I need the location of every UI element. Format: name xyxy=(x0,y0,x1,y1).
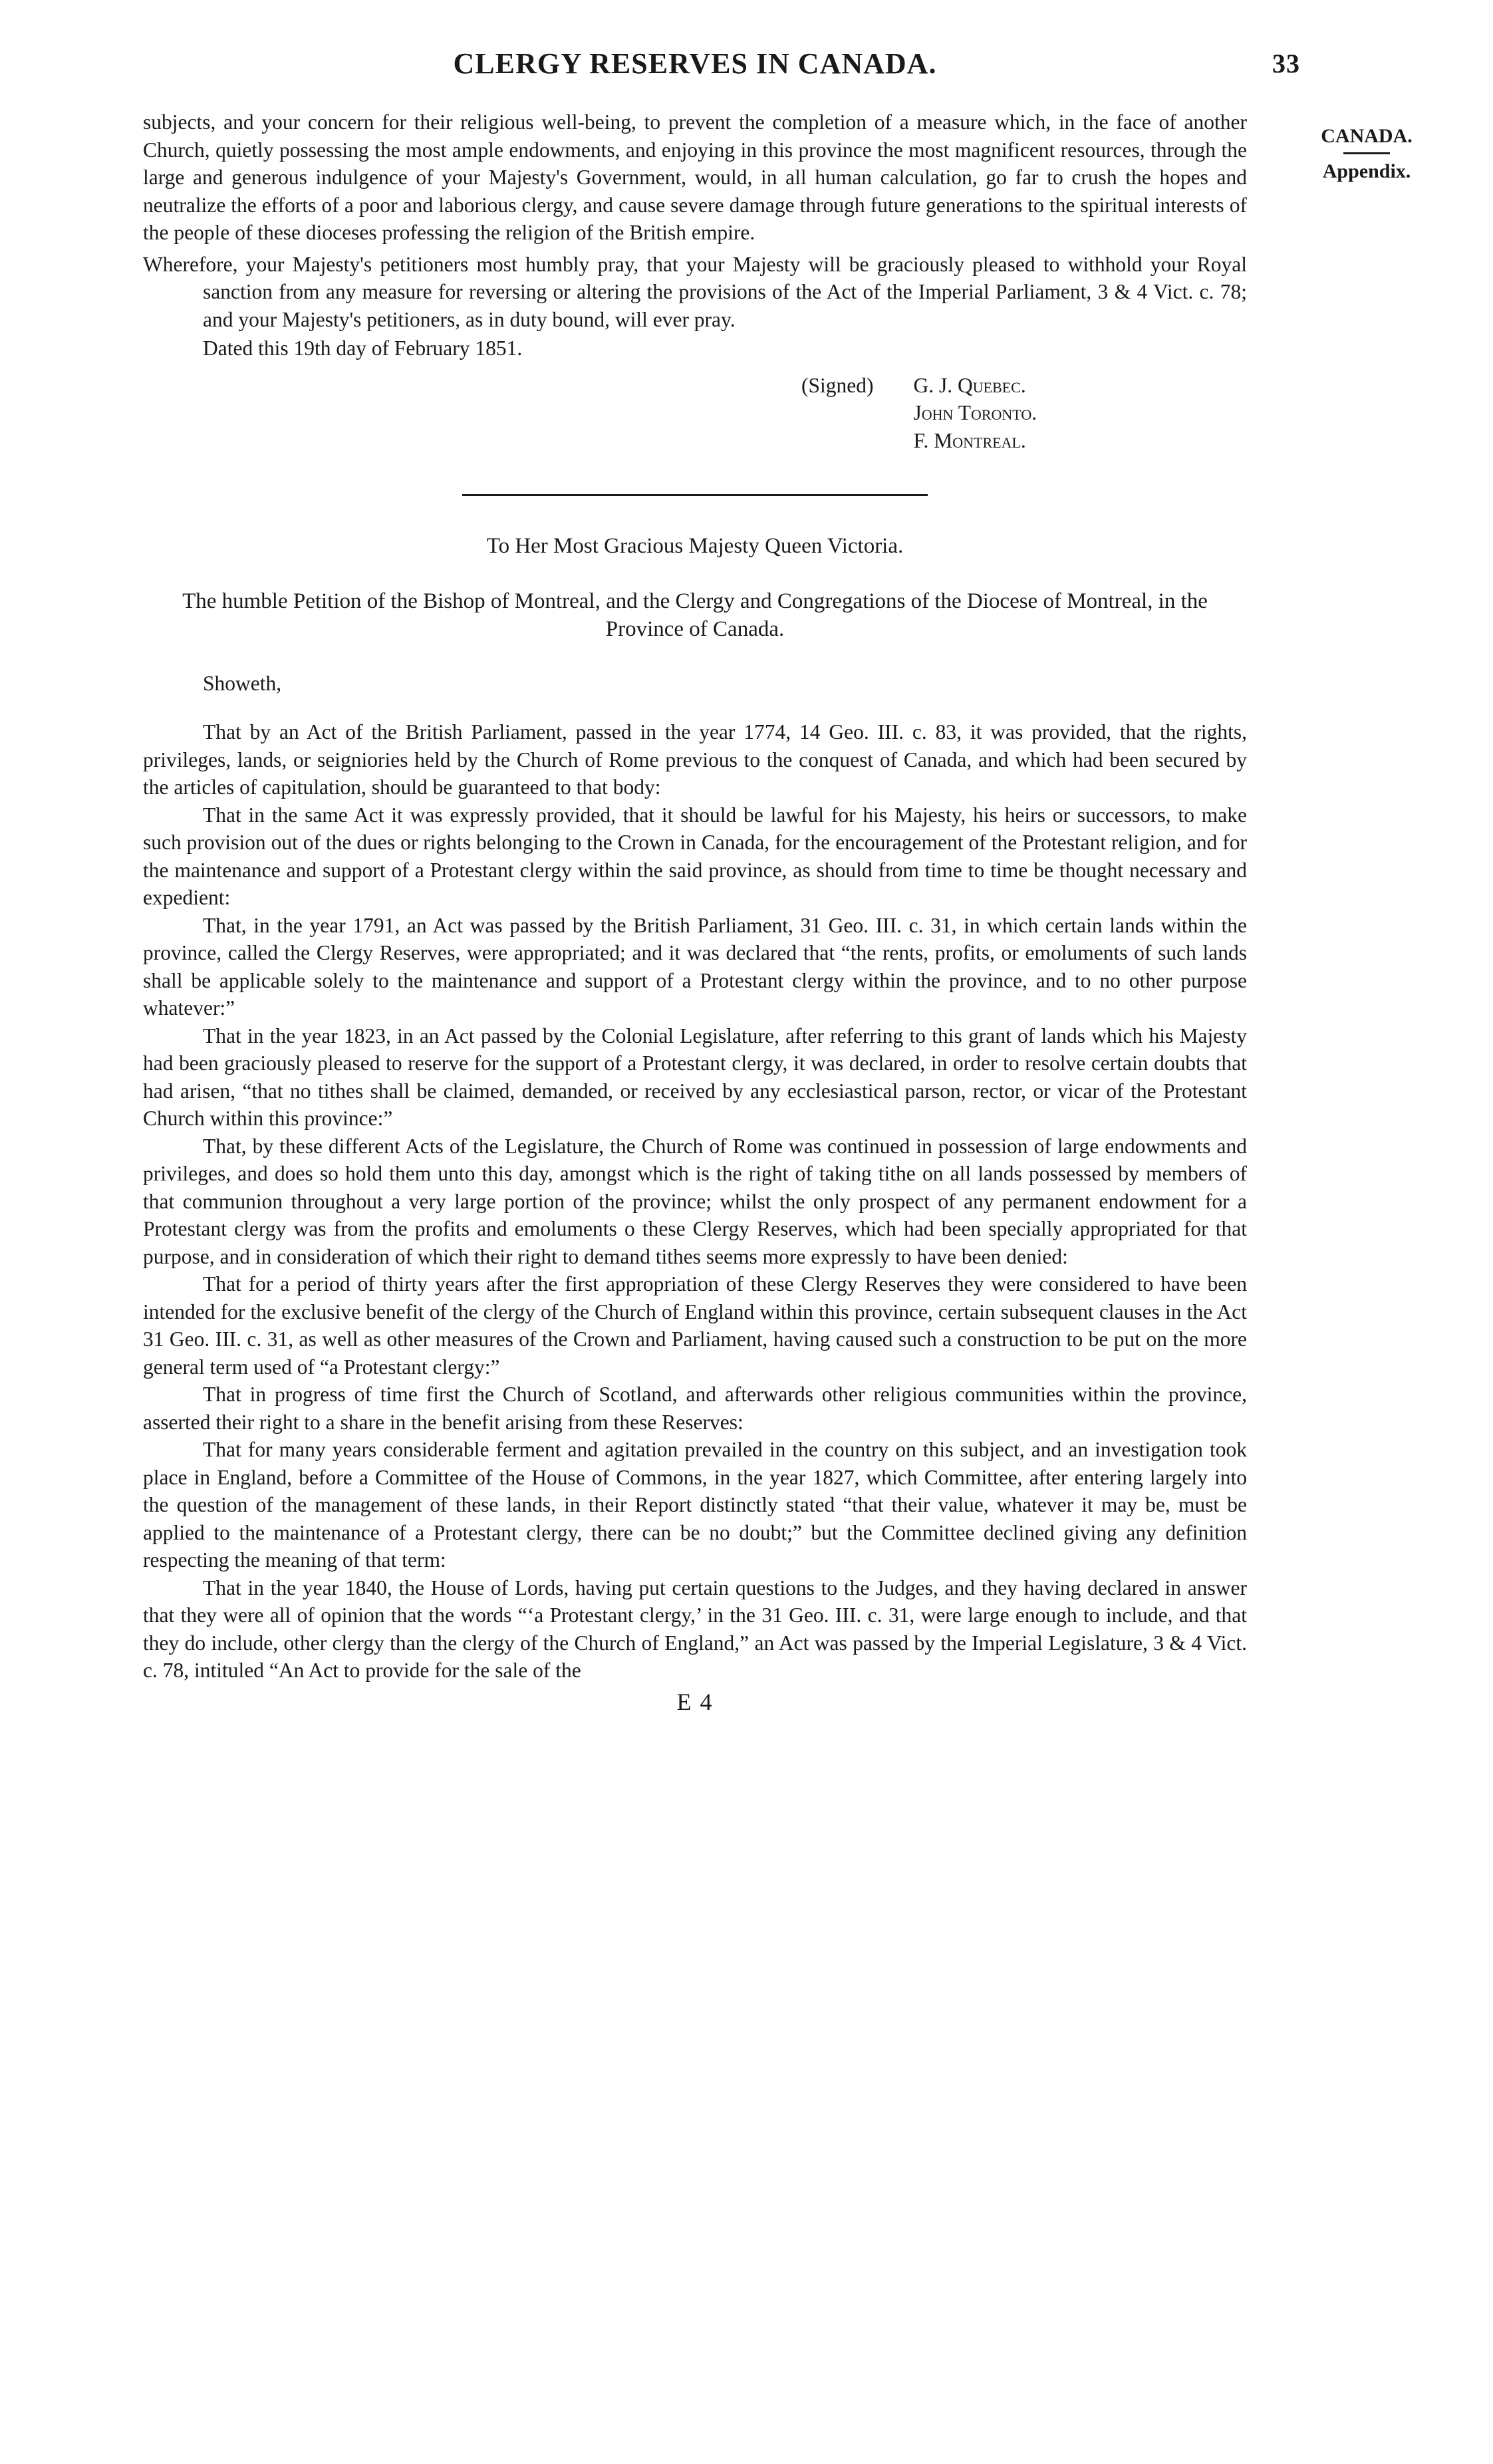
signatory-list xyxy=(913,372,1037,455)
petition-address: To Her Most Gracious Majesty Queen Victoria. xyxy=(486,534,904,558)
margin-note xyxy=(1300,123,1433,185)
first-petition-closing-paragraph: subjects, and your concern for their religious well-being, to prevent the completion of a measure which, in the face of another Church, quietly possessing the most ample endowments, and enjoying in this province the most magnificent resources, through the large and generous indulgence of your Majesty's Government, would, in all human calculation, go far to crush the hopes and neutralize the efforts of a poor and laborious clergy, and cause severe damage through future generations to the spiritual interests of the people of these dioceses professing the religion of the British empire. xyxy=(143,110,1247,244)
petition-paragraph: That, in the year 1791, an Act was passed by the British Parliament, 31 Geo. III. c. 31, in which certain lands within the province, called the Clergy Reserves, were appropriated; and it was declared that “the rents, profits, or emoluments of such lands shall be applicable solely to the maintenance and support of a Protestant clergy within the province, and to no other purpose whatever:” xyxy=(143,913,1247,1020)
petition-paragraph: That by an Act of the British Parliament, passed in the year 1774, 14 Geo. III. c. 83, it was provided, that the rights, privileges, lands, or seigniories held by the Church of Rome previous to the conquest of Canada, and which had been secured by the articles of capitulation, should be guaranteed to that body: xyxy=(143,720,1247,799)
signed-label: (Signed) xyxy=(801,373,874,397)
petition-paragraph: That in progress of time first the Church of Scotland, and afterwards other religious communities within the province, asserted their right to a share in the benefit arising from these Reserves: xyxy=(143,1383,1247,1434)
petition-paragraph: That in the year 1840, the House of Lords, having put certain questions to the Judges, and they having declared in answer that they were all of opinion that the words “‘a Protestant clergy,’ in the 31 Geo. III. c. 31, were large enough to include, and that they do include, other clergy than the clergy of the Church of England,” an Act was passed by the Imperial Legislature, 3 & 4 Vict. c. 78, intituled “An Act to provide for the sale of the xyxy=(143,1575,1247,1682)
document-page xyxy=(143,47,1300,1716)
petition-title: The humble Petition of the Bishop of Montreal, and the Clergy and Congregations of the Diocese of Montreal, in the Province of Canada. xyxy=(182,589,1208,641)
signatory: F. Montreal. xyxy=(913,428,1026,452)
signatory: G. J. Quebec. xyxy=(913,373,1026,397)
page-title: CLERGY RESERVES IN CANADA. xyxy=(453,47,937,80)
signature-block xyxy=(801,372,1247,455)
margin-note-appendix: Appendix. xyxy=(1322,160,1411,182)
section-divider xyxy=(462,494,928,496)
petition-date: Dated this 19th day of February 1851. xyxy=(203,337,523,360)
petition-paragraph: That in the year 1823, in an Act passed by the Colonial Legislature, after referring to this grant of lands which his Majesty had been graciously pleased to reserve for the support of a Protestant clergy, it was declared, in order to resolve certain doubts that had arisen, “that no tithes shall be claimed, demanded, or received by any ecclesiastical parson, rector, or vicar of the Protestant Church within this province:” xyxy=(143,1024,1247,1130)
page-number: 33 xyxy=(1272,49,1300,78)
petition-paragraph: That in the same Act it was expressly provided, that it should be lawful for his Majesty, his heirs or successors, to make such provision out of the dues or rights belonging to the Crown in Canada, for the encouragement of the Protestant religion, and for the maintenance and support of a Protestant clergy within the said province, as should from time to time be thought necessary and expedient: xyxy=(143,803,1247,909)
signatory: John Toronto. xyxy=(913,401,1037,424)
showeth-heading: Showeth, xyxy=(203,671,282,695)
petition-paragraph: That for many years considerable ferment and agitation prevailed in the country on this subject, and an investigation took place in England, before a Committee of the House of Commons, in the year 1827, which Committee, after entering largely into the question of the management of these lands, in their Report distinctly stated “that their value, whatever it may be, must be applied to the maintenance of a Protestant clergy, there can be no doubt;” but the Committee declined giving any definition respecting the meaning of that term: xyxy=(143,1438,1247,1572)
petition-paragraph: That for a period of thirty years after the first appropriation of these Clergy Reserves they were considered to have been intended for the exclusive benefit of the clergy of the Church of England within this province, certain subsequent clauses in the Act 31 Geo. III. c. 31, as well as other measures of the Crown and Parliament, having caused such a construction to be put on the more general term used of “a Protestant clergy:” xyxy=(143,1272,1247,1379)
petition-prayer: Wherefore, your Majesty's petitioners most humbly pray, that your Majesty will be graciously pleased to withhold your Royal sanction from any measure for reversing or altering the provisions of the Act of the Imperial Parliament, 3 & 4 Vict. c. 78; and your Majesty's petitioners, as in duty bound, will ever pray. xyxy=(143,252,1247,331)
signature-mark: E 4 xyxy=(676,1688,714,1715)
running-head xyxy=(143,47,1300,90)
margin-note-country: CANADA. xyxy=(1321,125,1413,147)
petition-paragraph: That, by these different Acts of the Legislature, the Church of Rome was continued in possession of large endowments and privileges, and does so hold them unto this day, amongst which is the right of taking tithe on all lands possessed by members of that communion throughout a very large portion of the province; whilst the only prospect of any permanent endowment for a Protestant clergy was from the profits and emoluments o these Clergy Reserves, which had been specially appropriated for that purpose, and in consideration of which their right to demand tithes seems more expressly to have been denied: xyxy=(143,1134,1247,1268)
margin-note-rule xyxy=(1343,152,1390,154)
